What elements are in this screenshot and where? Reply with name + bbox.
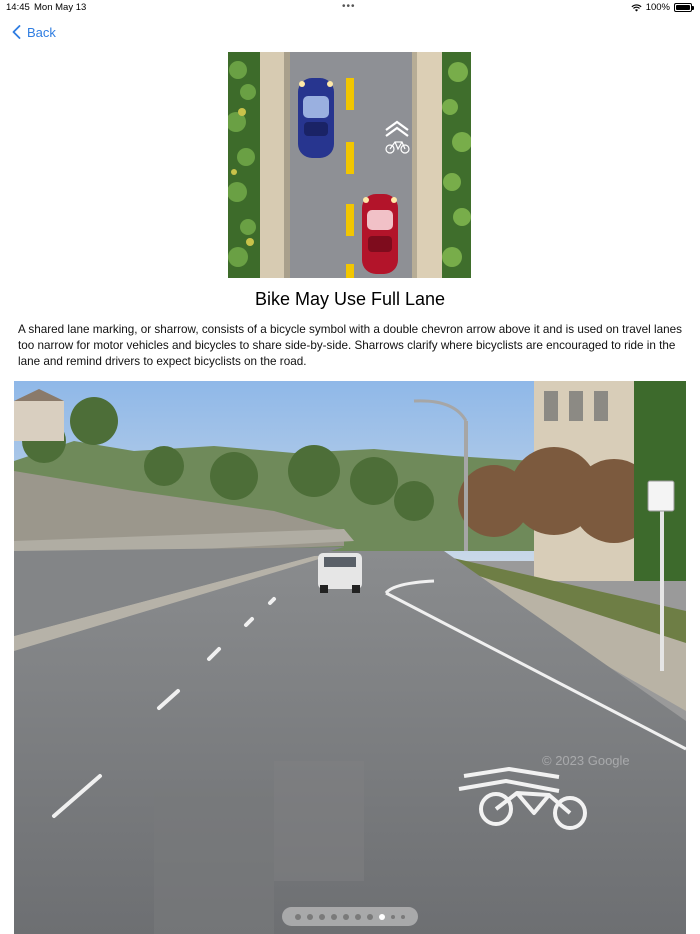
page-control[interactable] <box>282 907 418 926</box>
photo-watermark: © 2023 Google <box>542 753 630 768</box>
back-label: Back <box>27 24 56 40</box>
page-dot-active[interactable] <box>379 914 385 920</box>
status-bar <box>0 0 700 16</box>
back-button[interactable] <box>12 22 56 42</box>
chevron-left-icon <box>12 25 21 39</box>
page-dot[interactable] <box>367 914 373 920</box>
page-dot[interactable] <box>295 914 301 920</box>
status-date: Mon May 13 <box>34 2 87 13</box>
page-dot[interactable] <box>391 915 395 919</box>
page-dot[interactable] <box>307 914 313 920</box>
street-photo <box>14 381 686 934</box>
sign-title: Bike May Use Full Lane <box>254 289 446 309</box>
wifi-icon <box>631 4 642 12</box>
status-time: 14:45 <box>6 2 30 13</box>
page-dot[interactable] <box>355 914 361 920</box>
sharrow-illustration <box>228 52 471 278</box>
page-dot[interactable] <box>319 914 325 920</box>
multitasking-dots-icon[interactable]: ••• <box>342 1 356 12</box>
status-indicators <box>631 2 692 13</box>
page-dot[interactable] <box>331 914 337 920</box>
battery-icon <box>674 3 692 12</box>
page-dot[interactable] <box>343 914 349 920</box>
page-dot[interactable] <box>401 915 405 919</box>
battery-percent: 100% <box>645 2 670 13</box>
sign-description: A shared lane marking, or sharrow, consists of a bicycle symbol with a double chevron arrow above it and is used on travel lanes too narrow for motor vehicles and bicycles to share side-by-side. Sharrows clarify where bicyclists are encouraged to ride in the lane and remind drivers to expect bicyclists on the road. <box>18 323 682 368</box>
